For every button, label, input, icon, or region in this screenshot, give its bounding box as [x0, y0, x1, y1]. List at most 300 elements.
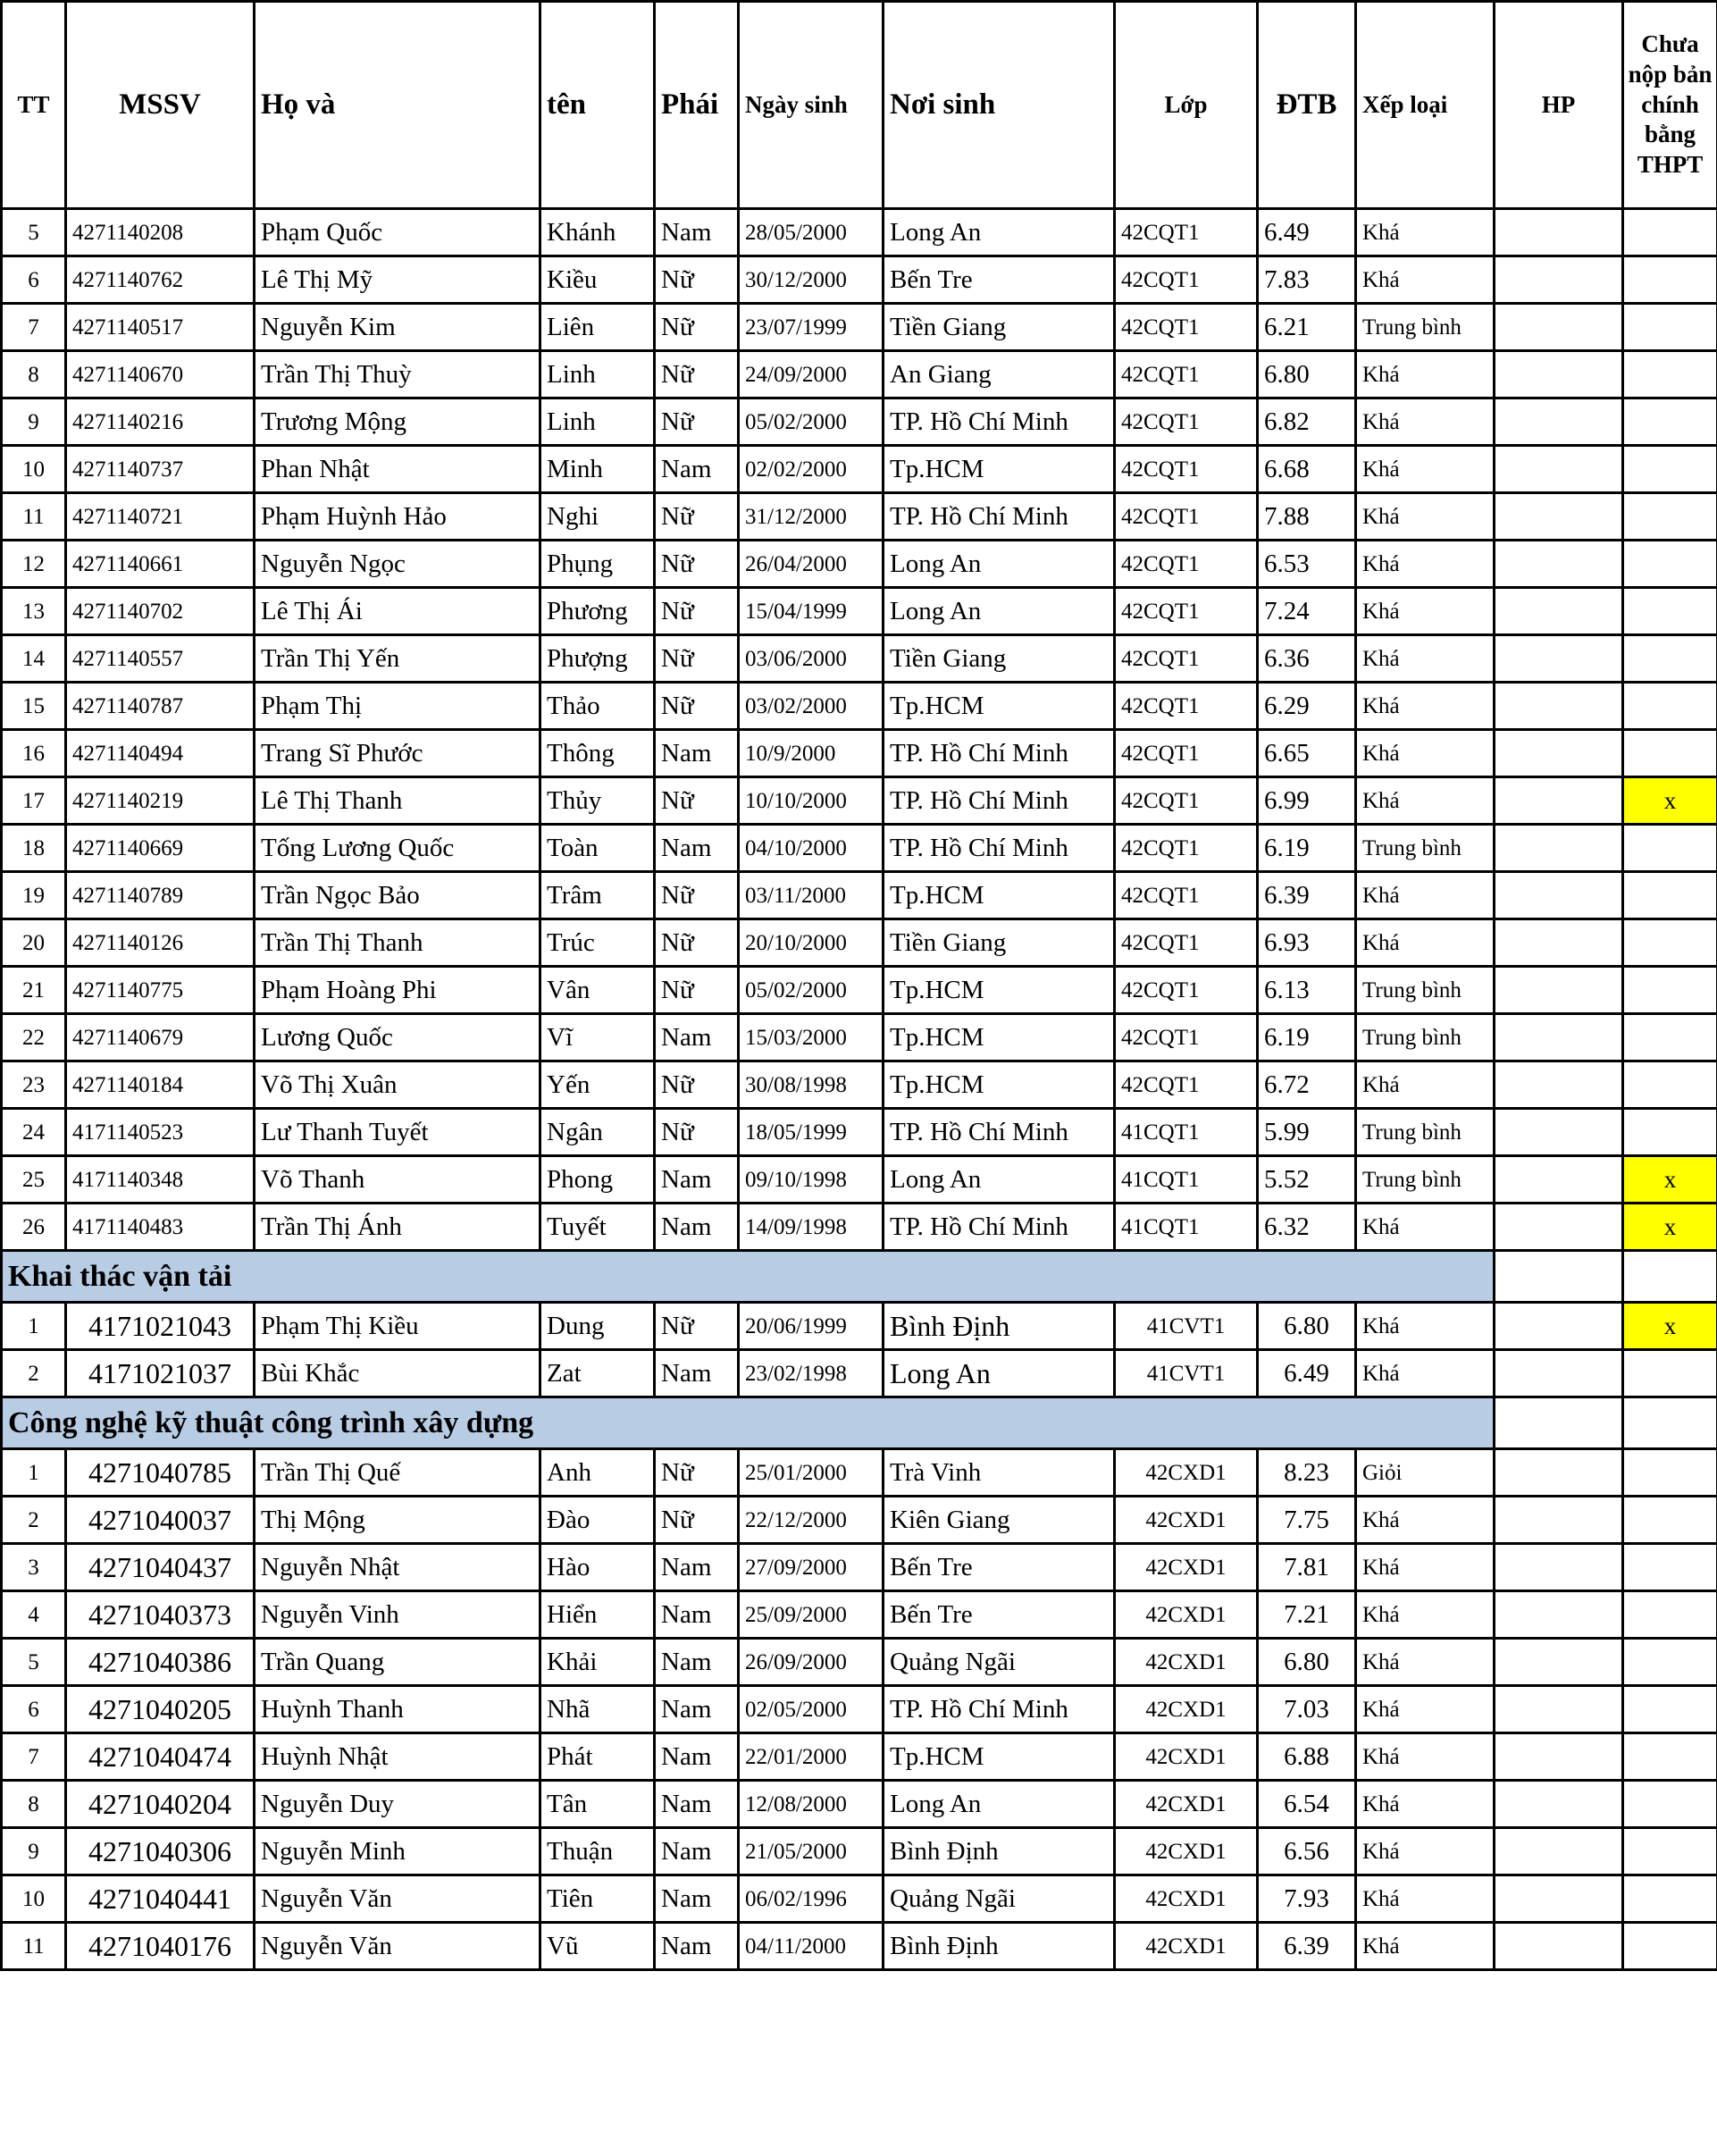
- cell-phai: Nam: [655, 209, 739, 256]
- cell-phai: Nữ: [655, 683, 739, 730]
- cell-hp: [1495, 1875, 1623, 1923]
- cell-lop: 42CQT1: [1115, 825, 1258, 872]
- cell-ngay-sinh: 04/10/2000: [739, 825, 884, 872]
- cell-xep-loai: Khá: [1356, 730, 1495, 777]
- cell-tt: 7: [2, 1733, 66, 1781]
- cell-hp: [1495, 1544, 1623, 1591]
- cell-hp: [1495, 493, 1623, 541]
- cell-ten: Trâm: [540, 872, 655, 919]
- cell-noi-sinh: Bến Tre: [884, 256, 1115, 304]
- cell-dtb: 5.99: [1258, 1109, 1356, 1156]
- cell-chua-nop-mark: [1623, 1875, 1717, 1923]
- cell-xep-loai: Khá: [1356, 1303, 1495, 1350]
- cell-ho: Trần Quang: [255, 1639, 540, 1686]
- cell-tt: 19: [2, 872, 66, 919]
- cell-chua-nop-mark: [1623, 304, 1717, 351]
- cell-noi-sinh: Tp.HCM: [884, 967, 1115, 1014]
- cell-chua-nop-mark: x: [1623, 1204, 1717, 1251]
- cell-tt: 3: [2, 1544, 66, 1591]
- cell-noi-sinh: An Giang: [884, 351, 1115, 398]
- cell-mssv: 4271040437: [66, 1544, 255, 1591]
- cell-hp: [1495, 209, 1623, 256]
- cell-xep-loai: Khá: [1356, 1591, 1495, 1639]
- cell-dtb: 6.68: [1258, 446, 1356, 493]
- cell-mssv: 4271140494: [66, 730, 255, 777]
- cell-hp: [1495, 777, 1623, 825]
- cell-dtb: 7.93: [1258, 1875, 1356, 1923]
- cell-hp: [1495, 683, 1623, 730]
- header-mssv: MSSV: [66, 2, 255, 209]
- cell-phai: Nữ: [655, 1109, 739, 1156]
- cell-noi-sinh: Tiền Giang: [884, 304, 1115, 351]
- cell-tt: 2: [2, 1350, 66, 1397]
- cell-dtb: 5.52: [1258, 1156, 1356, 1204]
- cell-phai: Nữ: [655, 777, 739, 825]
- cell-ngay-sinh: 22/01/2000: [739, 1733, 884, 1781]
- cell-ho: Lê Thị Mỹ: [255, 256, 540, 304]
- section-mark-cell: [1623, 1251, 1717, 1303]
- cell-xep-loai: Trung bình: [1356, 1014, 1495, 1061]
- cell-mssv: 4271040176: [66, 1923, 255, 1970]
- cell-noi-sinh: Long An: [884, 1350, 1115, 1397]
- cell-ngay-sinh: 25/09/2000: [739, 1591, 884, 1639]
- cell-chua-nop-mark: [1623, 919, 1717, 967]
- table-row: [2, 1449, 1717, 1497]
- cell-ngay-sinh: 23/02/1998: [739, 1350, 884, 1397]
- cell-chua-nop-mark: [1623, 1591, 1717, 1639]
- cell-xep-loai: Khá: [1356, 1923, 1495, 1970]
- cell-xep-loai: Khá: [1356, 1733, 1495, 1781]
- cell-ho: Lư Thanh Tuyết: [255, 1109, 540, 1156]
- table-row: [2, 256, 1717, 304]
- table-row: [2, 919, 1717, 967]
- cell-hp: [1495, 730, 1623, 777]
- cell-ho: Tống Lương Quốc: [255, 825, 540, 872]
- cell-ten: Thủy: [540, 777, 655, 825]
- cell-ngay-sinh: 03/02/2000: [739, 683, 884, 730]
- cell-phai: Nam: [655, 825, 739, 872]
- cell-ngay-sinh: 26/04/2000: [739, 541, 884, 588]
- cell-tt: 7: [2, 304, 66, 351]
- cell-hp: [1495, 1061, 1623, 1109]
- cell-ten: Vũ: [540, 1923, 655, 1970]
- cell-dtb: 6.49: [1258, 209, 1356, 256]
- table-row: [2, 1061, 1717, 1109]
- cell-tt: 11: [2, 493, 66, 541]
- cell-lop: 42CQT1: [1115, 683, 1258, 730]
- header-phai: Phái: [655, 2, 739, 209]
- cell-tt: 20: [2, 919, 66, 967]
- cell-lop: 42CXD1: [1115, 1686, 1258, 1733]
- cell-dtb: 6.56: [1258, 1828, 1356, 1875]
- cell-dtb: 8.23: [1258, 1449, 1356, 1497]
- cell-ten: Dung: [540, 1303, 655, 1350]
- cell-noi-sinh: Tp.HCM: [884, 446, 1115, 493]
- cell-phai: Nam: [655, 1923, 739, 1970]
- cell-ngay-sinh: 18/05/1999: [739, 1109, 884, 1156]
- cell-dtb: 6.19: [1258, 825, 1356, 872]
- section-hp-cell: [1495, 1251, 1623, 1303]
- cell-noi-sinh: Bình Định: [884, 1828, 1115, 1875]
- table-row: [2, 1303, 1717, 1350]
- cell-phai: Nữ: [655, 256, 739, 304]
- cell-tt: 15: [2, 683, 66, 730]
- cell-mssv: 4271140762: [66, 256, 255, 304]
- cell-hp: [1495, 1449, 1623, 1497]
- cell-phai: Nữ: [655, 872, 739, 919]
- cell-noi-sinh: TP. Hồ Chí Minh: [884, 825, 1115, 872]
- cell-chua-nop-mark: [1623, 588, 1717, 635]
- cell-ho: Thị Mộng: [255, 1497, 540, 1544]
- cell-hp: [1495, 1014, 1623, 1061]
- cell-xep-loai: Khá: [1356, 1828, 1495, 1875]
- table-row: [2, 1733, 1717, 1781]
- cell-lop: 42CQT1: [1115, 446, 1258, 493]
- table-row: [2, 683, 1717, 730]
- cell-tt: 23: [2, 1061, 66, 1109]
- header-chua-nop-bang: Chưa nộp bản chính bằng THPT: [1623, 2, 1717, 209]
- cell-chua-nop-mark: x: [1623, 1156, 1717, 1204]
- cell-phai: Nam: [655, 1014, 739, 1061]
- cell-tt: 17: [2, 777, 66, 825]
- cell-xep-loai: Khá: [1356, 1639, 1495, 1686]
- cell-xep-loai: Khá: [1356, 588, 1495, 635]
- cell-dtb: 6.19: [1258, 1014, 1356, 1061]
- cell-lop: 41CQT1: [1115, 1204, 1258, 1251]
- table-row: [2, 1156, 1717, 1204]
- table-row: [2, 635, 1717, 683]
- cell-chua-nop-mark: [1623, 541, 1717, 588]
- cell-phai: Nam: [655, 446, 739, 493]
- cell-lop: 42CQT1: [1115, 588, 1258, 635]
- cell-ten: Hiển: [540, 1591, 655, 1639]
- cell-mssv: 4271040785: [66, 1449, 255, 1497]
- cell-ten: Kiều: [540, 256, 655, 304]
- cell-dtb: 7.24: [1258, 588, 1356, 635]
- cell-dtb: 7.03: [1258, 1686, 1356, 1733]
- cell-ngay-sinh: 03/11/2000: [739, 872, 884, 919]
- cell-ho: Trần Thị Ánh: [255, 1204, 540, 1251]
- table-row: [2, 446, 1717, 493]
- cell-ho: Nguyễn Kim: [255, 304, 540, 351]
- cell-mssv: 4271040204: [66, 1781, 255, 1828]
- cell-ten: Thuận: [540, 1828, 655, 1875]
- cell-lop: 41CVT1: [1115, 1350, 1258, 1397]
- cell-lop: 42CQT1: [1115, 730, 1258, 777]
- section-mark-cell: [1623, 1397, 1717, 1449]
- cell-tt: 10: [2, 446, 66, 493]
- cell-lop: 42CQT1: [1115, 256, 1258, 304]
- cell-xep-loai: Khá: [1356, 446, 1495, 493]
- cell-ten: Vĩ: [540, 1014, 655, 1061]
- cell-ho: Huỳnh Nhật: [255, 1733, 540, 1781]
- cell-xep-loai: Khá: [1356, 872, 1495, 919]
- cell-hp: [1495, 825, 1623, 872]
- table-row: [2, 777, 1717, 825]
- section-title: Công nghệ kỹ thuật công trình xây dựng: [2, 1397, 1495, 1449]
- cell-tt: 21: [2, 967, 66, 1014]
- cell-ngay-sinh: 15/04/1999: [739, 588, 884, 635]
- cell-ten: Tiên: [540, 1875, 655, 1923]
- cell-xep-loai: Khá: [1356, 1781, 1495, 1828]
- cell-dtb: 6.39: [1258, 872, 1356, 919]
- cell-chua-nop-mark: [1623, 1350, 1717, 1397]
- cell-ngay-sinh: 24/09/2000: [739, 351, 884, 398]
- cell-ngay-sinh: 05/02/2000: [739, 398, 884, 446]
- table-row: [2, 730, 1717, 777]
- cell-mssv: 4271040386: [66, 1639, 255, 1686]
- cell-ngay-sinh: 31/12/2000: [739, 493, 884, 541]
- cell-dtb: 6.54: [1258, 1781, 1356, 1828]
- cell-tt: 24: [2, 1109, 66, 1156]
- cell-ten: Thông: [540, 730, 655, 777]
- cell-phai: Nam: [655, 1828, 739, 1875]
- cell-chua-nop-mark: [1623, 1449, 1717, 1497]
- cell-noi-sinh: Tp.HCM: [884, 683, 1115, 730]
- cell-hp: [1495, 1109, 1623, 1156]
- cell-dtb: 6.72: [1258, 1061, 1356, 1109]
- cell-hp: [1495, 1303, 1623, 1350]
- cell-chua-nop-mark: [1623, 446, 1717, 493]
- cell-hp: [1495, 1204, 1623, 1251]
- table-row: [2, 1109, 1717, 1156]
- cell-tt: 9: [2, 1828, 66, 1875]
- cell-xep-loai: Khá: [1356, 1350, 1495, 1397]
- cell-tt: 18: [2, 825, 66, 872]
- cell-dtb: 6.13: [1258, 967, 1356, 1014]
- table-row: [2, 1350, 1717, 1397]
- cell-lop: 42CQT1: [1115, 967, 1258, 1014]
- table-row: [2, 1686, 1717, 1733]
- cell-ho: Võ Thanh: [255, 1156, 540, 1204]
- cell-mssv: 4271140219: [66, 777, 255, 825]
- cell-ngay-sinh: 02/05/2000: [739, 1686, 884, 1733]
- cell-ngay-sinh: 27/09/2000: [739, 1544, 884, 1591]
- cell-phai: Nữ: [655, 635, 739, 683]
- cell-ten: Anh: [540, 1449, 655, 1497]
- table-row: [2, 541, 1717, 588]
- cell-hp: [1495, 1591, 1623, 1639]
- cell-chua-nop-mark: [1623, 1781, 1717, 1828]
- cell-ngay-sinh: 22/12/2000: [739, 1497, 884, 1544]
- cell-tt: 14: [2, 635, 66, 683]
- cell-ten: Đào: [540, 1497, 655, 1544]
- table-row: [2, 1781, 1717, 1828]
- header-hp: HP: [1495, 2, 1623, 209]
- cell-hp: [1495, 1497, 1623, 1544]
- cell-ho: Trần Thị Thanh: [255, 919, 540, 967]
- cell-noi-sinh: Tp.HCM: [884, 1014, 1115, 1061]
- cell-xep-loai: Trung bình: [1356, 1109, 1495, 1156]
- cell-phai: Nữ: [655, 1303, 739, 1350]
- cell-chua-nop-mark: [1623, 635, 1717, 683]
- cell-chua-nop-mark: [1623, 1061, 1717, 1109]
- cell-ten: Liên: [540, 304, 655, 351]
- cell-mssv: 4271140787: [66, 683, 255, 730]
- cell-noi-sinh: Tp.HCM: [884, 1061, 1115, 1109]
- cell-ho: Nguyễn Duy: [255, 1781, 540, 1828]
- cell-tt: 1: [2, 1449, 66, 1497]
- cell-noi-sinh: TP. Hồ Chí Minh: [884, 1204, 1115, 1251]
- cell-noi-sinh: Bình Định: [884, 1923, 1115, 1970]
- cell-ho: Trần Thị Quế: [255, 1449, 540, 1497]
- cell-chua-nop-mark: x: [1623, 1303, 1717, 1350]
- cell-dtb: 6.36: [1258, 635, 1356, 683]
- cell-mssv: 4271140126: [66, 919, 255, 967]
- cell-noi-sinh: TP. Hồ Chí Minh: [884, 1686, 1115, 1733]
- cell-dtb: 6.53: [1258, 541, 1356, 588]
- cell-xep-loai: Trung bình: [1356, 967, 1495, 1014]
- cell-mssv: 4271140216: [66, 398, 255, 446]
- header-ngay-sinh: Ngày sinh: [739, 2, 884, 209]
- cell-xep-loai: Giỏi: [1356, 1449, 1495, 1497]
- cell-tt: 11: [2, 1923, 66, 1970]
- cell-phai: Nữ: [655, 304, 739, 351]
- cell-ho: Lê Thị Ái: [255, 588, 540, 635]
- cell-ngay-sinh: 12/08/2000: [739, 1781, 884, 1828]
- cell-xep-loai: Khá: [1356, 683, 1495, 730]
- cell-hp: [1495, 1781, 1623, 1828]
- cell-phai: Nam: [655, 1544, 739, 1591]
- cell-ho: Bùi Khắc: [255, 1350, 540, 1397]
- cell-noi-sinh: TP. Hồ Chí Minh: [884, 493, 1115, 541]
- cell-noi-sinh: Long An: [884, 209, 1115, 256]
- cell-ten: Nhã: [540, 1686, 655, 1733]
- cell-noi-sinh: Tiền Giang: [884, 919, 1115, 967]
- cell-ho: Võ Thị Xuân: [255, 1061, 540, 1109]
- cell-lop: 42CXD1: [1115, 1544, 1258, 1591]
- cell-hp: [1495, 1639, 1623, 1686]
- cell-dtb: 7.83: [1258, 256, 1356, 304]
- cell-dtb: 6.80: [1258, 351, 1356, 398]
- table-row: [2, 304, 1717, 351]
- cell-noi-sinh: Kiên Giang: [884, 1497, 1115, 1544]
- cell-chua-nop-mark: x: [1623, 777, 1717, 825]
- cell-noi-sinh: Tp.HCM: [884, 1733, 1115, 1781]
- cell-xep-loai: Khá: [1356, 1686, 1495, 1733]
- cell-phai: Nữ: [655, 1497, 739, 1544]
- cell-lop: 42CXD1: [1115, 1923, 1258, 1970]
- cell-mssv: 4271140208: [66, 209, 255, 256]
- cell-lop: 42CXD1: [1115, 1497, 1258, 1544]
- cell-ten: Tân: [540, 1781, 655, 1828]
- cell-dtb: 6.99: [1258, 777, 1356, 825]
- cell-phai: Nam: [655, 1350, 739, 1397]
- section-header-row: [2, 1251, 1717, 1303]
- cell-tt: 13: [2, 588, 66, 635]
- cell-phai: Nữ: [655, 351, 739, 398]
- cell-ngay-sinh: 28/05/2000: [739, 209, 884, 256]
- cell-tt: 9: [2, 398, 66, 446]
- cell-phai: Nam: [655, 1156, 739, 1204]
- cell-lop: 41CVT1: [1115, 1303, 1258, 1350]
- cell-lop: 42CXD1: [1115, 1733, 1258, 1781]
- cell-xep-loai: Khá: [1356, 1544, 1495, 1591]
- cell-ho: Lê Thị Thanh: [255, 777, 540, 825]
- cell-mssv: 4271040474: [66, 1733, 255, 1781]
- cell-noi-sinh: Trà Vinh: [884, 1449, 1115, 1497]
- table-row: [2, 1544, 1717, 1591]
- cell-noi-sinh: Long An: [884, 1781, 1115, 1828]
- cell-dtb: 6.39: [1258, 1923, 1356, 1970]
- cell-chua-nop-mark: [1623, 872, 1717, 919]
- cell-ngay-sinh: 10/9/2000: [739, 730, 884, 777]
- header-ho-va: Họ và: [255, 2, 540, 209]
- cell-noi-sinh: TP. Hồ Chí Minh: [884, 398, 1115, 446]
- cell-xep-loai: Khá: [1356, 493, 1495, 541]
- table-row: [2, 1828, 1717, 1875]
- cell-ngay-sinh: 25/01/2000: [739, 1449, 884, 1497]
- cell-hp: [1495, 1923, 1623, 1970]
- table-row: [2, 1204, 1717, 1251]
- cell-mssv: 4271040373: [66, 1591, 255, 1639]
- cell-ten: Nghi: [540, 493, 655, 541]
- cell-ten: Toàn: [540, 825, 655, 872]
- cell-dtb: 6.88: [1258, 1733, 1356, 1781]
- cell-chua-nop-mark: [1623, 825, 1717, 872]
- cell-noi-sinh: TP. Hồ Chí Minh: [884, 1109, 1115, 1156]
- cell-mssv: 4271140737: [66, 446, 255, 493]
- cell-dtb: 7.88: [1258, 493, 1356, 541]
- cell-phai: Nữ: [655, 493, 739, 541]
- cell-ten: Hào: [540, 1544, 655, 1591]
- cell-xep-loai: Khá: [1356, 777, 1495, 825]
- cell-ho: Nguyễn Vinh: [255, 1591, 540, 1639]
- cell-dtb: 7.21: [1258, 1591, 1356, 1639]
- cell-ten: Phụng: [540, 541, 655, 588]
- header-noi-sinh: Nơi sinh: [884, 2, 1115, 209]
- cell-chua-nop-mark: [1623, 967, 1717, 1014]
- cell-dtb: 7.75: [1258, 1497, 1356, 1544]
- cell-tt: 8: [2, 1781, 66, 1828]
- table-row: [2, 1591, 1717, 1639]
- cell-ho: Trần Thị Thuỳ: [255, 351, 540, 398]
- cell-ho: Phạm Hoàng Phi: [255, 967, 540, 1014]
- cell-mssv: 4171021037: [66, 1350, 255, 1397]
- cell-mssv: 4271140702: [66, 588, 255, 635]
- cell-hp: [1495, 446, 1623, 493]
- cell-lop: 42CQT1: [1115, 493, 1258, 541]
- cell-lop: 42CQT1: [1115, 919, 1258, 967]
- table-body: [2, 209, 1717, 1970]
- cell-ten: Minh: [540, 446, 655, 493]
- cell-lop: 42CQT1: [1115, 635, 1258, 683]
- cell-ho: Nguyễn Minh: [255, 1828, 540, 1875]
- cell-mssv: 4271140670: [66, 351, 255, 398]
- cell-noi-sinh: Bến Tre: [884, 1591, 1115, 1639]
- cell-dtb: 6.80: [1258, 1303, 1356, 1350]
- cell-chua-nop-mark: [1623, 1733, 1717, 1781]
- table-row: [2, 872, 1717, 919]
- cell-mssv: 4271140517: [66, 304, 255, 351]
- cell-chua-nop-mark: [1623, 683, 1717, 730]
- section-hp-cell: [1495, 1397, 1623, 1449]
- cell-tt: 10: [2, 1875, 66, 1923]
- cell-ho: Lương Quốc: [255, 1014, 540, 1061]
- cell-dtb: 6.93: [1258, 919, 1356, 967]
- cell-lop: 42CQT1: [1115, 541, 1258, 588]
- cell-mssv: 4271040205: [66, 1686, 255, 1733]
- cell-mssv: 4271140184: [66, 1061, 255, 1109]
- cell-noi-sinh: Tp.HCM: [884, 872, 1115, 919]
- cell-ten: Khánh: [540, 209, 655, 256]
- cell-ho: Phạm Huỳnh Hảo: [255, 493, 540, 541]
- table-row: [2, 209, 1717, 256]
- cell-lop: 42CQT1: [1115, 872, 1258, 919]
- cell-tt: 26: [2, 1204, 66, 1251]
- cell-hp: [1495, 1350, 1623, 1397]
- cell-ngay-sinh: 04/11/2000: [739, 1923, 884, 1970]
